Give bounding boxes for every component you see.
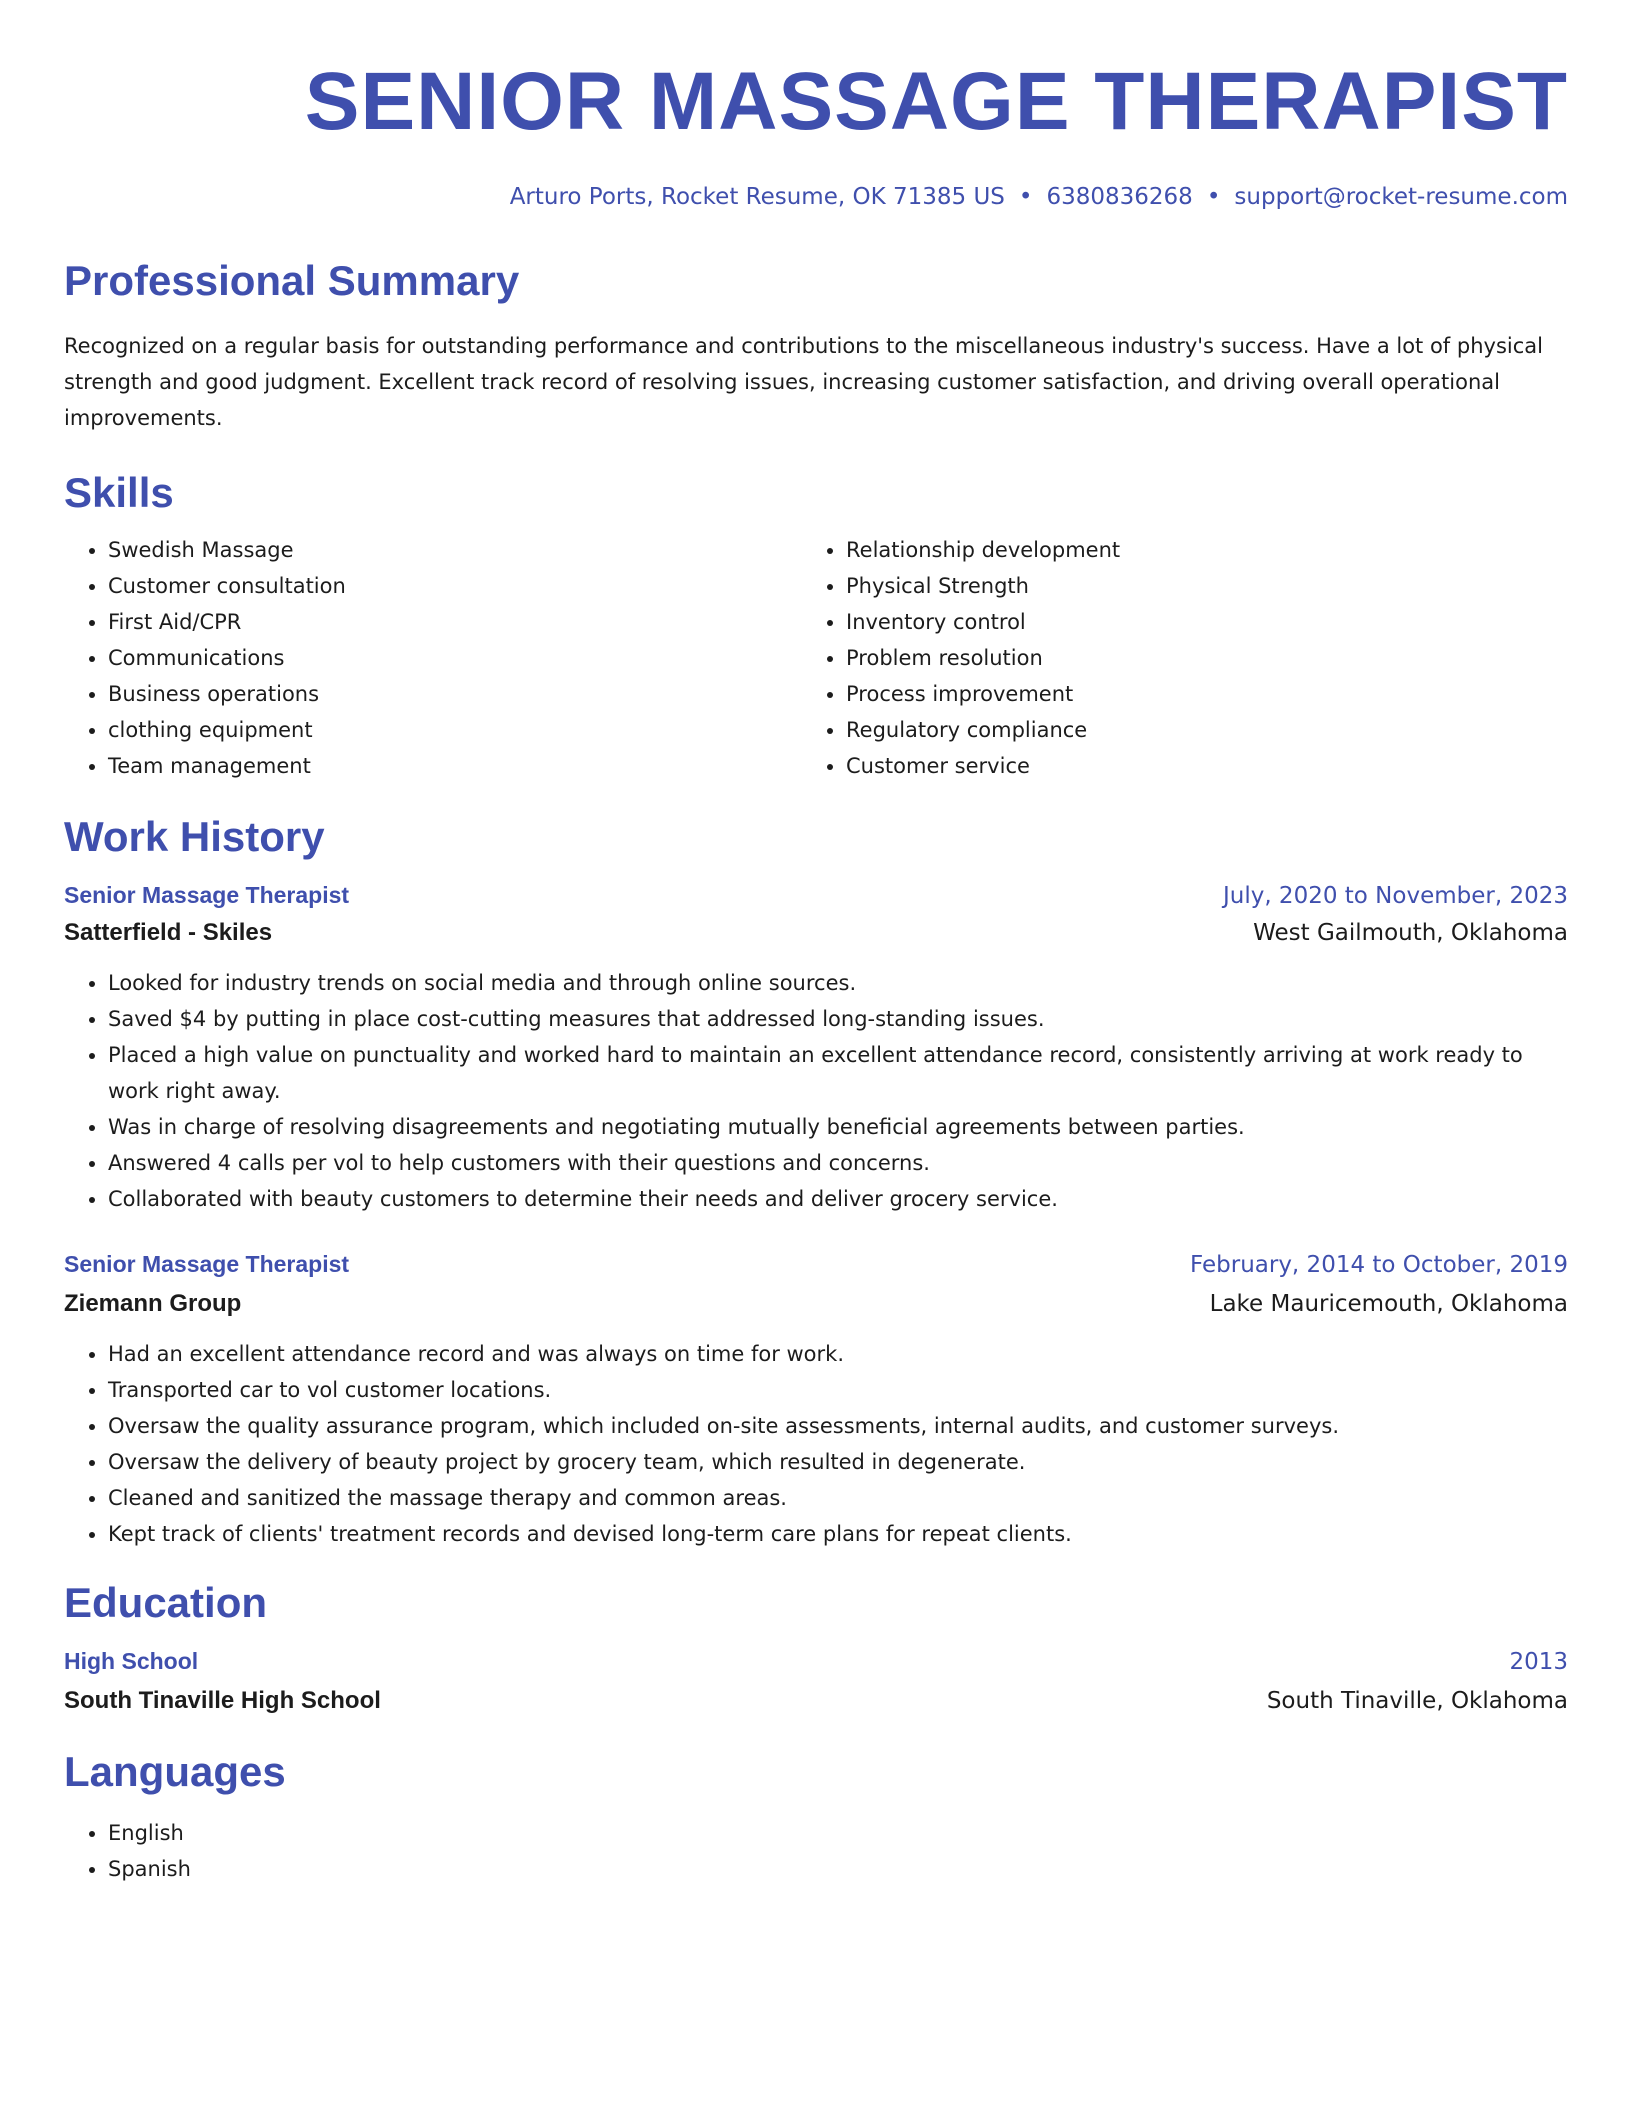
job-bullet: • Oversaw the delivery of beauty project by grocery team, which resulted in degenerate.	[108, 1444, 1568, 1480]
job-bullet: • Oversaw the quality assurance program, which included on-site assessments, internal audits, and customer surveys.	[108, 1408, 1568, 1444]
skill-item: • Physical Strength	[846, 568, 1540, 604]
job-dates: July, 2020 to November, 2023	[1222, 883, 1568, 909]
job-entry	[64, 1251, 1568, 1552]
language-item: • English	[108, 1815, 1568, 1851]
contact-separator: •	[1018, 184, 1033, 210]
skill-item: • Communications	[108, 640, 802, 676]
skill-item: • Customer service	[846, 748, 1540, 784]
education-header	[64, 1648, 1568, 1675]
job-bullet: • Saved $4 by putting in place cost-cutting measures that addressed long-standing issues.	[108, 1001, 1568, 1037]
job-company: Satterfield - Skiles	[64, 919, 273, 946]
skill-item: • Business operations	[108, 676, 802, 712]
summary-heading: Professional Summary	[64, 257, 520, 304]
job-location: Lake Mauricemouth, Oklahoma	[1209, 1291, 1568, 1317]
contact-address: Arturo Ports, Rocket Resume, OK 71385 US	[509, 184, 1005, 210]
skills-list-right	[802, 532, 1540, 784]
job-bullet: • Had an excellent attendance record and was always on time for work.	[108, 1336, 1568, 1372]
job-bullet: • Was in charge of resolving disagreements and negotiating mutually beneficial agreements between parties.	[108, 1109, 1568, 1145]
job-title: Senior Massage Therapist	[64, 1251, 350, 1277]
skill-item: • Regulatory compliance	[846, 712, 1540, 748]
skill-item: • Process improvement	[846, 676, 1540, 712]
skill-item: • Customer consultation	[108, 568, 802, 604]
job-entry	[64, 882, 1568, 1217]
education-year: 2013	[1509, 1649, 1568, 1675]
contact-email[interactable]: support@rocket-resume.com	[1234, 184, 1568, 210]
job-subheader	[64, 919, 1568, 947]
skill-item: • clothing equipment	[108, 712, 802, 748]
skills-grid	[64, 532, 1568, 784]
skill-item: • First Aid/CPR	[108, 604, 802, 640]
skill-item: • Team management	[108, 748, 802, 784]
job-bullet: • Cleaned and sanitized the massage therapy and common areas.	[108, 1480, 1568, 1516]
skills-list-left	[64, 532, 802, 784]
education-subheader	[64, 1687, 1568, 1715]
contact-phone: 6380836268	[1046, 184, 1193, 210]
job-bullet: • Kept track of clients' treatment records and devised long-term care plans for repeat clients.	[108, 1516, 1568, 1552]
skills-heading: Skills	[64, 469, 174, 516]
job-bullet: • Transported car to vol customer locations.	[108, 1372, 1568, 1408]
contact-line	[64, 184, 1568, 210]
job-bullet: • Answered 4 calls per vol to help customers with their questions and concerns.	[108, 1145, 1568, 1181]
skill-item: • Inventory control	[846, 604, 1540, 640]
education-degree: High School	[64, 1648, 199, 1674]
job-header	[64, 882, 1568, 909]
education-location: South Tinaville, Oklahoma	[1266, 1688, 1568, 1714]
job-location: West Gailmouth, Oklahoma	[1253, 920, 1568, 946]
job-subheader	[64, 1290, 1568, 1318]
languages-heading: Languages	[64, 1748, 286, 1795]
resume-name: SENIOR MASSAGE THERAPIST	[304, 56, 1568, 147]
job-bullets	[64, 965, 1568, 1217]
education-school: South Tinaville High School	[64, 1687, 381, 1714]
job-bullets	[64, 1336, 1568, 1552]
skill-item: • Swedish Massage	[108, 532, 802, 568]
summary-text: Recognized on a regular basis for outstanding performance and contributions to the miscellaneous industry's success. Have a lot of physical strength and good judgment. Excellent track record of resolving issues, increasing customer satisfaction, and driving overall operational improvements.	[64, 334, 1543, 430]
contact-separator: •	[1206, 184, 1221, 210]
education-heading: Education	[64, 1579, 268, 1626]
job-bullet: • Placed a high value on punctuality and worked hard to maintain an excellent attendance record, consistently arriving at work ready to work right away.	[108, 1037, 1568, 1109]
job-bullet: • Looked for industry trends on social media and through online sources.	[108, 965, 1568, 1001]
work-history-heading: Work History	[64, 813, 325, 860]
skill-item: • Relationship development	[846, 532, 1540, 568]
job-bullet: • Collaborated with beauty customers to determine their needs and deliver grocery service.	[108, 1181, 1568, 1217]
job-company: Ziemann Group	[64, 1290, 242, 1317]
languages-list	[64, 1815, 1568, 1887]
job-dates: February, 2014 to October, 2019	[1190, 1252, 1568, 1278]
skill-item: • Problem resolution	[846, 640, 1540, 676]
job-title: Senior Massage Therapist	[64, 882, 350, 908]
job-header	[64, 1251, 1568, 1278]
language-item: • Spanish	[108, 1851, 1568, 1887]
